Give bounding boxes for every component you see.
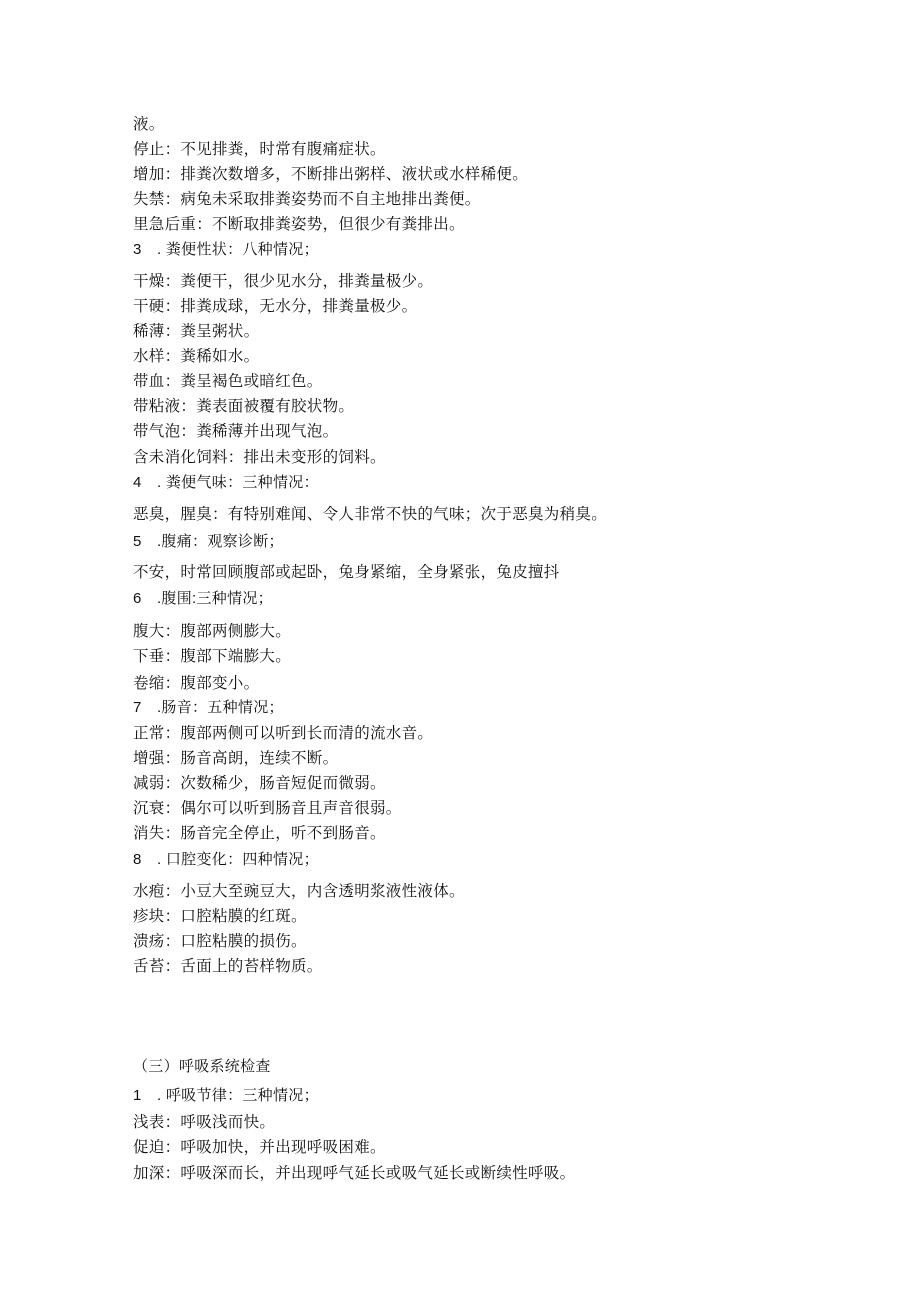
text-line: 含未消化饲料：排出未变形的饲料。 xyxy=(133,448,386,466)
text-line: 促迫：呼吸加快，并出现呼吸困难。 xyxy=(133,1138,386,1156)
text-line: 浅表：呼吸浅而快。 xyxy=(133,1113,276,1131)
section-heading: 3 . 粪便性状：八种情况； xyxy=(133,241,319,258)
text-line: 沉衰：偶尔可以听到肠音且声音很弱。 xyxy=(133,799,402,817)
text-line: 舌苔：舌面上的苔样物质。 xyxy=(133,957,323,975)
text-line: 正常：腹部两侧可以听到长而清的流水音。 xyxy=(133,724,434,742)
section-heading: 7 .肠音：五种情况； xyxy=(133,699,284,716)
text-line: 里急后重：不断取排粪姿势，但很少有粪排出。 xyxy=(133,215,465,233)
text-line: 增强：肠音高朗，连续不断。 xyxy=(133,749,339,767)
text-line: 干硬：排粪成球，无水分，排粪量极少。 xyxy=(133,297,418,315)
text-line: 带粘液：粪表面被覆有胶状物。 xyxy=(133,397,355,415)
text-line: 液。 xyxy=(133,115,165,133)
text-line: 疹块：口腔粘膜的红斑。 xyxy=(133,907,307,925)
text-line: 下垂：腹部下端膨大。 xyxy=(133,647,292,665)
text-line: 失禁：病兔未采取排粪姿势而不自主地排出粪便。 xyxy=(133,190,481,208)
text-line: 恶臭，腥臭：有特别难闻、令人非常不快的气味；次于恶臭为稍臭。 xyxy=(133,505,608,523)
text-line: 不安，时常回顾腹部或起卧，兔身紧缩，全身紧张，兔皮擅抖 xyxy=(133,563,560,581)
text-line: 减弱：次数稀少，肠音短促而微弱。 xyxy=(133,774,386,792)
chapter-heading: （三）呼吸系统检查 xyxy=(133,1058,271,1075)
text-line: 卷缩：腹部变小。 xyxy=(133,674,260,692)
section-heading: 4 . 粪便气味：三种情况： xyxy=(133,474,319,491)
text-line: 带血：粪呈褐色或暗红色。 xyxy=(133,372,323,390)
text-line: 稀薄：粪呈粥状。 xyxy=(133,322,260,340)
text-line: 水疱：小豆大至豌豆大，内含透明浆液性液体。 xyxy=(133,882,465,900)
section-heading: 1 . 呼吸节律：三种情况； xyxy=(133,1087,319,1104)
text-line: 增加：排粪次数增多，不断排出粥样、液状或水样稀便。 xyxy=(133,165,529,183)
text-line: 干燥：粪便干，很少见水分，排粪量极少。 xyxy=(133,272,434,290)
text-line: 停止：不见排粪，时常有腹痛症状。 xyxy=(133,140,386,158)
section-heading: 5 .腹痛：观察诊断； xyxy=(133,533,284,550)
text-line: 消失：肠音完全停止，听不到肠音。 xyxy=(133,824,386,842)
text-line: 带气泡：粪稀薄并出现气泡。 xyxy=(133,422,339,440)
text-line: 溃疡：口腔粘膜的损伤。 xyxy=(133,932,307,950)
text-line: 水样：粪稀如水。 xyxy=(133,347,260,365)
text-line: 腹大：腹部两侧膨大。 xyxy=(133,622,292,640)
section-heading: 6 .腹围:三种情况； xyxy=(133,590,273,607)
section-heading: 8 . 口腔变化：四种情况； xyxy=(133,851,319,868)
text-line: 加深：呼吸深而长，并出现呼气延长或吸气延长或断续性呼吸。 xyxy=(133,1164,576,1182)
